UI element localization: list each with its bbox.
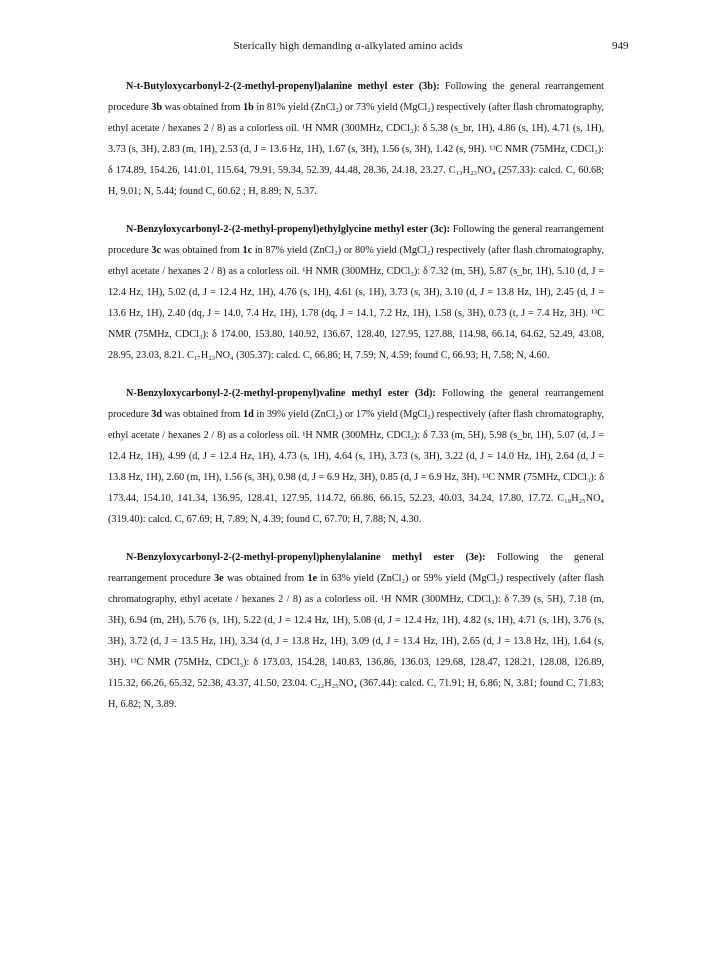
- elemental-analysis: C₂₂H₂₅NO₄ (367.44): calcd. C, 71.91; H, 6.86; N, 3.81; found C, 71.83; H, 6.82; N, 3.89.: [108, 678, 605, 710]
- c-nmr-data: ¹³C NMR (75MHz, CDCl₃): δ 174.00, 153.80, 140.92, 136.67, 128.40, 127.95, 127.88, 114.98, 66.14, 64.62, 52.49, 43.08, 28.95, 23.03, 8.21.: [108, 308, 605, 361]
- compound-name: N-Benzyloxycarbonyl-2-(2-methyl-propenyl)ethylglycine methyl ester (3c):: [126, 224, 451, 235]
- product-id: 3d: [151, 409, 163, 420]
- elemental-analysis: C₁₈H₂₅NO₄ (319.40): calcd. C, 67.69; H, 7.89; N, 4.39; found C, 67.70; H, 7.88; N, 4.30.: [108, 493, 604, 525]
- compound-entry-3e: [108, 547, 604, 715]
- compound-name: N-t-Butyloxycarbonyl-2-(2-methyl-propenyl)alanine methyl ester (3b):: [126, 81, 440, 92]
- product-id: 3c: [151, 245, 162, 256]
- compound-entry-3c: [108, 219, 604, 366]
- starting-id: 1d: [243, 409, 254, 420]
- c-nmr-data: ¹³C NMR (75MHz, CDCl₃): δ 174.89, 154.26, 141.01, 115.64, 79.91, 59.34, 52.39, 44.48, 28.36, 24.18, 23.27.: [108, 144, 604, 176]
- procedure-intro: Following the general rearrangement procedure: [108, 224, 604, 256]
- h-nmr-data: ¹H NMR (300MHz, CDCl₃): δ 7.33 (m, 5H), 5.98 (s_br, 1H), 5.07 (d, J = 12.4 Hz, 1H), 4.99 (d, J = 12.4 Hz, 1H), 4.73 (s, 1H), 4.64 (s, 1H), 3.73 (s, 3H), 3.22 (d, J = 14.0 Hz, 1H), 2.64 (d, J = 13.8 Hz, 1H), 2.60 (m, 1H), 1.56 (s, 3H), 0.98 (d, J = 6.9 Hz, 3H), 0.85 (d, J = 6.9 Hz, 3H).: [108, 430, 604, 483]
- c-nmr-data: ¹³C NMR (75MHz, CDCl₃): δ 173.44, 154.10, 141.34, 136.95, 128.41, 127.95, 114.72, 66.86, 66.15, 52.23, 40.03, 34.24, 17.80, 17.72.: [108, 472, 605, 504]
- experimental-section: [108, 76, 604, 732]
- procedure-intro: Following the general rearrangement procedure: [108, 388, 604, 420]
- compound-entry-3b: [108, 76, 604, 202]
- starting-id: 1c: [242, 245, 253, 256]
- elemental-analysis: C₁₃H₂₃NO₄ (257.33): calcd. C, 60.68; H, 9.01; N, 5.44; found C, 60.62 ; H, 8.89; N, 5.37.: [108, 165, 605, 197]
- c-nmr-data: ¹³C NMR (75MHz, CDCl₃): δ 173.03, 154.28, 140.83, 136.86, 136.03, 129.68, 128.47, 128.21, 128.08, 126.89, 115.32, 66.26, 65.32, 52.38, 43.37, 41.50, 23.04.: [108, 657, 605, 689]
- yield-text: in 87% yield (ZnCl₂) or 80% yield (MgCl₂) respectively (after flash chromatography, ethyl acetate / hexanes 2 / 8) as a colorless oil.: [108, 245, 605, 277]
- obtained-from: was obtained from: [164, 409, 241, 420]
- obtained-from: was obtained from: [226, 573, 305, 584]
- h-nmr-data: ¹H NMR (300MHz, CDCl₃): δ 7.39 (s, 5H), 7.18 (m, 3H), 6.94 (m, 2H), 5.76 (s, 1H), 5.22 (d, J = 12.4 Hz, 1H), 5.08 (d, J = 12.4 Hz, 1H), 4.82 (s, 1H), 4.71 (s, 1H), 3.76 (s, 3H), 3.72 (d, J = 13.5 Hz, 1H), 3.34 (d, J = 13.8 Hz, 1H), 3.09 (d, J = 13.4 Hz, 1H), 2.65 (d, J = 13.8 Hz, 1H), 1.64 (s, 3H).: [108, 594, 604, 668]
- compound-entry-3d: [108, 383, 604, 530]
- starting-id: 1b: [243, 102, 254, 113]
- h-nmr-data: ¹H NMR (300MHz, CDCl₃): δ 7.32 (m, 5H), 5.87 (s_br, 1H), 5.10 (d, J = 12.4 Hz, 1H), 5.02 (d, J = 12.4 Hz, 1H), 4.76 (s, 1H), 4.61 (s, 1H), 3.73 (s, 3H), 3.10 (d, J = 13.8 Hz, 1H), 2.45 (d, J = 13.6 Hz, 1H), 2.40 (dq, J = 14.0, 7.4 Hz, 1H), 1.78 (dq, J = 14.1, 7.2 Hz, 1H), 1.58 (s, 3H), 0.73 (t, J = 7.4 Hz, 3H).: [108, 266, 604, 319]
- starting-id: 1e: [307, 573, 318, 584]
- compound-name: N-Benzyloxycarbonyl-2-(2-methyl-propenyl)phenylalanine methyl ester (3e):: [126, 552, 486, 563]
- running-title: Sterically high demanding α-alkylated amino acids: [233, 40, 463, 52]
- obtained-from: was obtained from: [164, 102, 241, 113]
- product-id: 3b: [151, 102, 163, 113]
- page-number: 949: [612, 40, 629, 52]
- compound-name: N-Benzyloxycarbonyl-2-(2-methyl-propenyl)valine methyl ester (3d):: [126, 388, 436, 399]
- h-nmr-data: ¹H NMR (300MHz, CDCl₃): δ 5.38 (s_br, 1H), 4.86 (s, 1H), 4.71 (s, 1H), 3.73 (s, 3H), 2.83 (m, 1H), 2.53 (d, J = 13.6 Hz, 1H), 1.67 (s, 3H), 1.56 (s, 3H), 1.42 (s, 9H).: [108, 123, 605, 155]
- procedure-intro: Following the general rearrangement procedure: [108, 81, 605, 113]
- yield-text: in 81% yield (ZnCl₂) or 73% yield (MgCl₂) respectively (after flash chromatography, ethyl acetate / hexanes 2 / 8) as a colorless oil.: [108, 102, 605, 134]
- procedure-intro: Following the general rearrangement procedure: [108, 552, 605, 584]
- obtained-from: was obtained from: [163, 245, 240, 256]
- elemental-analysis: C₁₇H₂₃NO₄ (305.37): calcd. C, 66.86; H, 7.59; N, 4.59; found C, 66.93; H, 7.58; N, 4.60.: [186, 350, 550, 361]
- yield-text: in 39% yield (ZnCl₂) or 17% yield (MgCl₂) respectively (after flash chromatography, ethyl acetate / hexanes 2 / 8) as a colorless oil.: [108, 409, 605, 441]
- yield-text: in 63% yield (ZnCl₂) or 59% yield (MgCl₂) respectively (after flash chromatography, ethyl acetate / hexanes 2 / 8) as a colorless oil.: [108, 573, 604, 605]
- product-id: 3e: [214, 573, 224, 584]
